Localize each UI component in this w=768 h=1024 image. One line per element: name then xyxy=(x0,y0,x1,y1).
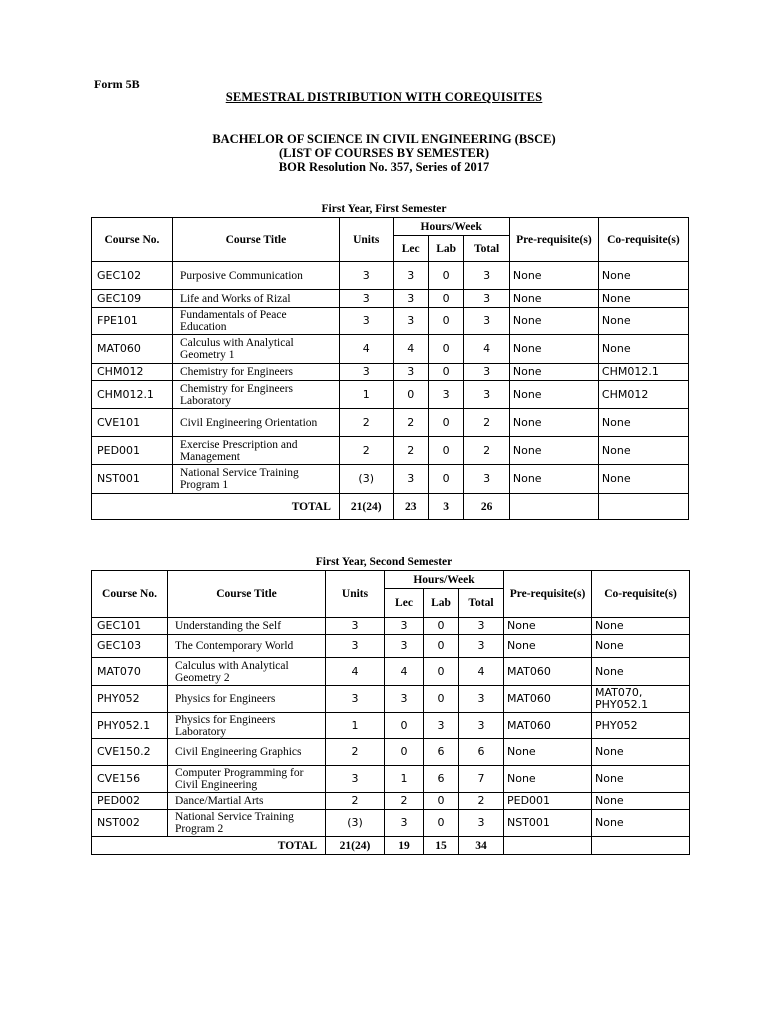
lab-hours: 0 xyxy=(424,658,459,686)
lec-hours: 4 xyxy=(385,658,424,686)
corequisite: MAT070, PHY052.1 xyxy=(592,686,690,713)
header-course-title: Course Title xyxy=(168,571,326,618)
course-units: 2 xyxy=(339,409,393,437)
total-units: 21(24) xyxy=(326,837,385,855)
lec-hours: 1 xyxy=(385,766,424,793)
total-hours: 3 xyxy=(464,381,510,409)
lab-hours: 3 xyxy=(428,381,463,409)
total-hours: 3 xyxy=(459,686,504,713)
program-subtitle: (LIST OF COURSES BY SEMESTER) xyxy=(278,146,489,160)
header-units: Units xyxy=(339,218,393,262)
corequisite: None xyxy=(598,409,688,437)
course-code: GEC109 xyxy=(92,290,173,308)
course-units: 2 xyxy=(326,739,385,766)
total-hours: 3 xyxy=(464,290,510,308)
table-row xyxy=(92,766,690,793)
header-prerequisites: Pre-requisite(s) xyxy=(504,571,592,618)
lec-hours: 3 xyxy=(385,618,424,635)
semester-table xyxy=(91,570,690,855)
course-code: CVE101 xyxy=(92,409,173,437)
lec-hours: 3 xyxy=(393,290,428,308)
lab-hours: 0 xyxy=(428,335,463,364)
course-units: 3 xyxy=(339,308,393,335)
total-hours: 6 xyxy=(459,739,504,766)
table-row xyxy=(92,262,689,290)
header-lab: Lab xyxy=(424,589,459,618)
course-code: CHM012 xyxy=(92,364,173,381)
prerequisite: None xyxy=(509,308,598,335)
header-corequisites: Co-requisite(s) xyxy=(598,218,688,262)
lec-hours: 3 xyxy=(385,686,424,713)
total-label: TOTAL xyxy=(92,494,340,520)
course-code: MAT060 xyxy=(92,335,173,364)
corequisite: CHM012.1 xyxy=(598,364,688,381)
course-units: 4 xyxy=(326,658,385,686)
lab-hours: 0 xyxy=(428,364,463,381)
lec-hours: 0 xyxy=(393,381,428,409)
total-hours: 3 xyxy=(464,308,510,335)
table-row xyxy=(92,409,689,437)
document-heading: SEMESTRAL DISTRIBUTION WITH COREQUISITES xyxy=(225,90,543,104)
total-hours: 3 xyxy=(459,618,504,635)
prerequisite: MAT060 xyxy=(504,658,592,686)
resolution-line: BOR Resolution No. 357, Series of 2017 xyxy=(278,160,490,174)
total-lab: 3 xyxy=(428,494,463,520)
lab-hours: 0 xyxy=(424,635,459,658)
total-hours: 7 xyxy=(459,766,504,793)
empty-cell xyxy=(504,837,592,855)
prerequisite: MAT060 xyxy=(504,713,592,739)
table-row xyxy=(92,290,689,308)
course-units: 2 xyxy=(339,437,393,465)
course-title: Fundamentals of Peace Education xyxy=(172,308,339,335)
header-course-no: Course No. xyxy=(92,571,168,618)
lab-hours: 0 xyxy=(428,262,463,290)
header-lab: Lab xyxy=(428,236,463,262)
lab-hours: 0 xyxy=(424,810,459,837)
course-code: MAT070 xyxy=(92,658,168,686)
header-corequisites: Co-requisite(s) xyxy=(592,571,690,618)
course-code: PHY052.1 xyxy=(92,713,168,739)
total-hours: 3 xyxy=(464,262,510,290)
course-units: 3 xyxy=(339,290,393,308)
lab-hours: 0 xyxy=(428,465,463,494)
total-row xyxy=(92,494,689,520)
semester-caption: First Year, Second Semester xyxy=(315,556,453,568)
prerequisite: None xyxy=(509,381,598,409)
lec-hours: 3 xyxy=(393,465,428,494)
course-code: CVE156 xyxy=(92,766,168,793)
header-total: Total xyxy=(459,589,504,618)
prerequisite: None xyxy=(509,465,598,494)
lec-hours: 0 xyxy=(385,739,424,766)
course-title: National Service Training Program 1 xyxy=(172,465,339,494)
course-title: Computer Programming for Civil Engineering xyxy=(168,766,326,793)
program-title: BACHELOR OF SCIENCE IN CIVIL ENGINEERING (BSCE) xyxy=(212,132,556,146)
course-units: (3) xyxy=(326,810,385,837)
course-title: Physics for Engineers xyxy=(168,686,326,713)
lec-hours: 0 xyxy=(385,713,424,739)
course-units: 1 xyxy=(326,713,385,739)
table-row xyxy=(92,810,690,837)
course-code: GEC102 xyxy=(92,262,173,290)
lec-hours: 3 xyxy=(393,364,428,381)
course-title: Calculus with Analytical Geometry 1 xyxy=(172,335,339,364)
table-row xyxy=(92,437,689,465)
total-total: 26 xyxy=(464,494,510,520)
lab-hours: 0 xyxy=(424,793,459,810)
header-course-title: Course Title xyxy=(172,218,339,262)
course-title: Chemistry for Engineers xyxy=(172,364,339,381)
course-units: 2 xyxy=(326,793,385,810)
course-title: Understanding the Self xyxy=(168,618,326,635)
corequisite: None xyxy=(592,618,690,635)
lab-hours: 6 xyxy=(424,766,459,793)
prerequisite: None xyxy=(504,766,592,793)
corequisite: None xyxy=(592,658,690,686)
table-row xyxy=(92,465,689,494)
empty-cell xyxy=(598,494,688,520)
table-row xyxy=(92,364,689,381)
lab-hours: 6 xyxy=(424,739,459,766)
table-row xyxy=(92,635,690,658)
corequisite: None xyxy=(592,766,690,793)
prerequisite: MAT060 xyxy=(504,686,592,713)
header-lec: Lec xyxy=(385,589,424,618)
total-hours: 2 xyxy=(464,409,510,437)
corequisite: None xyxy=(598,437,688,465)
lab-hours: 0 xyxy=(424,686,459,713)
header-lec: Lec xyxy=(393,236,428,262)
lec-hours: 2 xyxy=(385,793,424,810)
header-total: Total xyxy=(464,236,510,262)
lab-hours: 3 xyxy=(424,713,459,739)
course-units: 4 xyxy=(339,335,393,364)
course-units: 1 xyxy=(339,381,393,409)
course-title: Chemistry for Engineers Laboratory xyxy=(172,381,339,409)
header-hours-week: Hours/Week xyxy=(385,571,504,589)
course-code: FPE101 xyxy=(92,308,173,335)
table-row xyxy=(92,658,690,686)
course-units: 3 xyxy=(326,618,385,635)
total-total: 34 xyxy=(459,837,504,855)
course-title: Civil Engineering Graphics xyxy=(168,739,326,766)
total-hours: 3 xyxy=(459,713,504,739)
total-lec: 23 xyxy=(393,494,428,520)
lec-hours: 3 xyxy=(385,810,424,837)
lec-hours: 2 xyxy=(393,437,428,465)
course-title: Purposive Communication xyxy=(172,262,339,290)
table-row xyxy=(92,618,690,635)
total-lab: 15 xyxy=(424,837,459,855)
corequisite: None xyxy=(598,465,688,494)
corequisite: None xyxy=(592,635,690,658)
table-row xyxy=(92,739,690,766)
lab-hours: 0 xyxy=(428,290,463,308)
lab-hours: 0 xyxy=(428,308,463,335)
total-label: TOTAL xyxy=(92,837,326,855)
table-row xyxy=(92,381,689,409)
course-code: PHY052 xyxy=(92,686,168,713)
course-title: Exercise Prescription and Management xyxy=(172,437,339,465)
course-code: PED001 xyxy=(92,437,173,465)
lab-hours: 0 xyxy=(428,409,463,437)
total-hours: 3 xyxy=(459,635,504,658)
header-prerequisites: Pre-requisite(s) xyxy=(509,218,598,262)
course-title: The Contemporary World xyxy=(168,635,326,658)
total-hours: 4 xyxy=(459,658,504,686)
table-row xyxy=(92,713,690,739)
table-row xyxy=(92,308,689,335)
table-row xyxy=(92,335,689,364)
header-hours-week: Hours/Week xyxy=(393,218,509,236)
total-hours: 2 xyxy=(459,793,504,810)
lec-hours: 3 xyxy=(393,308,428,335)
corequisite: CHM012 xyxy=(598,381,688,409)
lec-hours: 3 xyxy=(393,262,428,290)
course-title: Civil Engineering Orientation xyxy=(172,409,339,437)
prerequisite: None xyxy=(509,364,598,381)
course-code: CHM012.1 xyxy=(92,381,173,409)
course-title: Life and Works of Rizal xyxy=(172,290,339,308)
lab-hours: 0 xyxy=(424,618,459,635)
semester-caption: First Year, First Semester xyxy=(321,203,447,215)
prerequisite: None xyxy=(509,335,598,364)
course-code: CVE150.2 xyxy=(92,739,168,766)
course-title: Dance/Martial Arts xyxy=(168,793,326,810)
course-code: NST002 xyxy=(92,810,168,837)
lab-hours: 0 xyxy=(428,437,463,465)
total-hours: 3 xyxy=(459,810,504,837)
course-title: Physics for Engineers Laboratory xyxy=(168,713,326,739)
lec-hours: 3 xyxy=(385,635,424,658)
table-row xyxy=(92,686,690,713)
prerequisite: NST001 xyxy=(504,810,592,837)
course-code: GEC103 xyxy=(92,635,168,658)
course-units: 3 xyxy=(339,364,393,381)
course-units: (3) xyxy=(339,465,393,494)
prerequisite: None xyxy=(509,290,598,308)
header-units: Units xyxy=(326,571,385,618)
form-label: Form 5B xyxy=(94,77,140,91)
course-units: 3 xyxy=(339,262,393,290)
total-row xyxy=(92,837,690,855)
corequisite: PHY052 xyxy=(592,713,690,739)
total-lec: 19 xyxy=(385,837,424,855)
course-units: 3 xyxy=(326,766,385,793)
prerequisite: PED001 xyxy=(504,793,592,810)
course-units: 3 xyxy=(326,635,385,658)
corequisite: None xyxy=(598,335,688,364)
lec-hours: 2 xyxy=(393,409,428,437)
corequisite: None xyxy=(592,739,690,766)
empty-cell xyxy=(509,494,598,520)
total-hours: 3 xyxy=(464,465,510,494)
prerequisite: None xyxy=(504,739,592,766)
total-hours: 3 xyxy=(464,364,510,381)
lec-hours: 4 xyxy=(393,335,428,364)
course-title: National Service Training Program 2 xyxy=(168,810,326,837)
corequisite: None xyxy=(598,262,688,290)
course-units: 3 xyxy=(326,686,385,713)
prerequisite: None xyxy=(509,437,598,465)
total-hours: 4 xyxy=(464,335,510,364)
course-code: GEC101 xyxy=(92,618,168,635)
corequisite: None xyxy=(598,308,688,335)
prerequisite: None xyxy=(504,618,592,635)
prerequisite: None xyxy=(504,635,592,658)
prerequisite: None xyxy=(509,409,598,437)
corequisite: None xyxy=(592,810,690,837)
header-course-no: Course No. xyxy=(92,218,173,262)
corequisite: None xyxy=(598,290,688,308)
table-row xyxy=(92,793,690,810)
prerequisite: None xyxy=(509,262,598,290)
empty-cell xyxy=(592,837,690,855)
total-units: 21(24) xyxy=(339,494,393,520)
semester-table xyxy=(91,217,689,520)
course-code: PED002 xyxy=(92,793,168,810)
total-hours: 2 xyxy=(464,437,510,465)
course-title: Calculus with Analytical Geometry 2 xyxy=(168,658,326,686)
corequisite: None xyxy=(592,793,690,810)
course-code: NST001 xyxy=(92,465,173,494)
